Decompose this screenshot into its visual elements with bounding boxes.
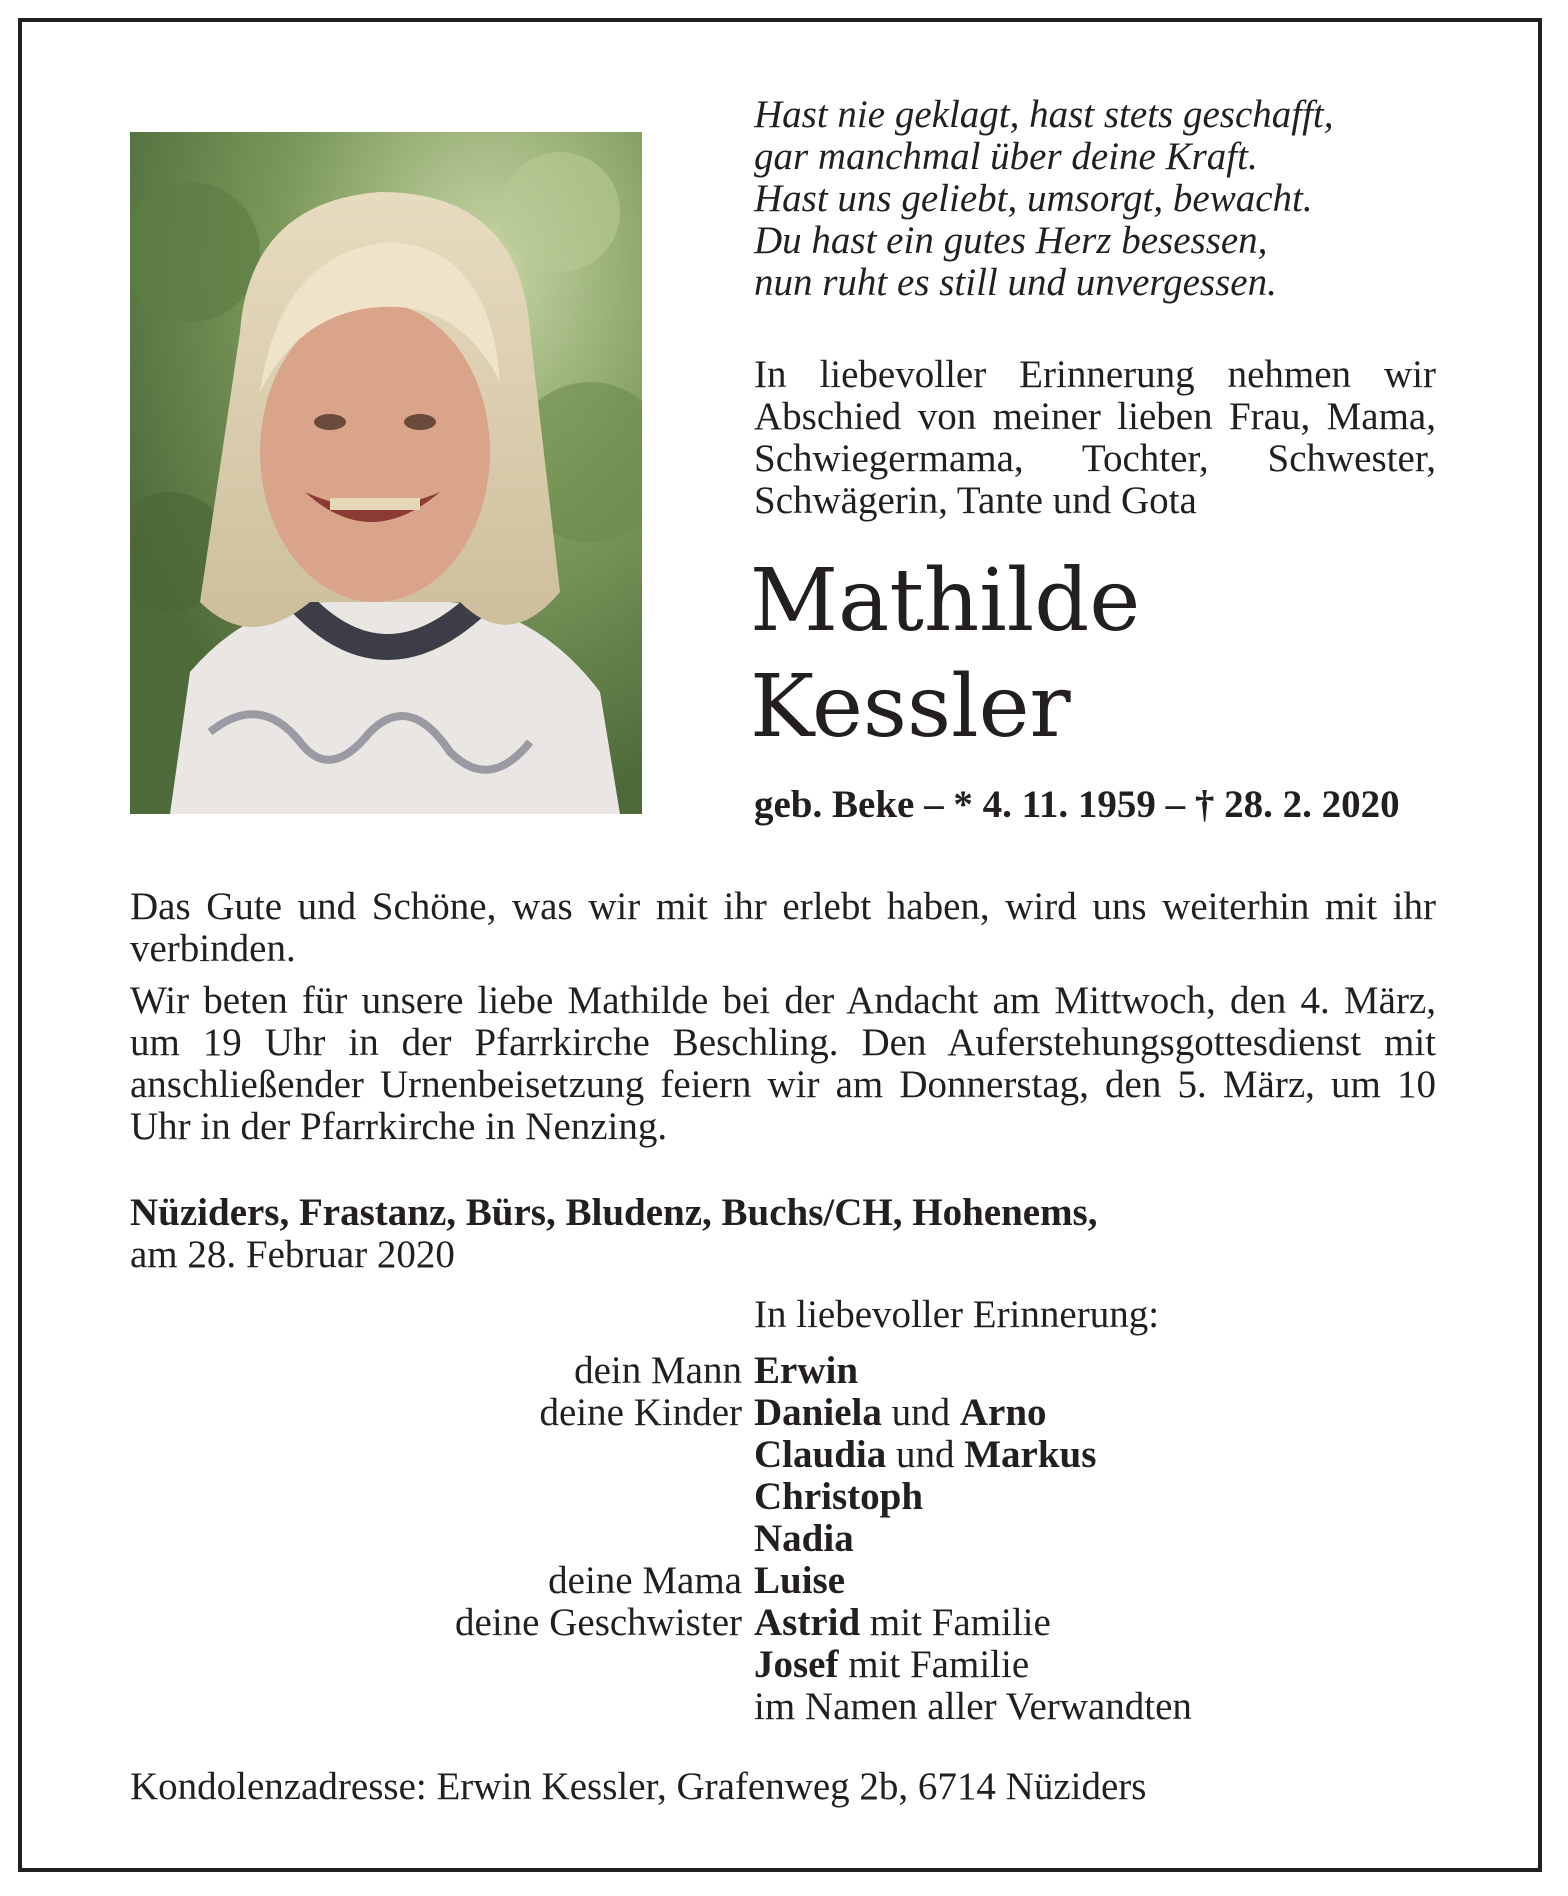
relation-label: deine Mama [548,1559,742,1602]
mourner-name: Daniela [754,1391,882,1434]
places-list: Nüziders, Frastanz, Bürs, Bludenz, Buchs/CH, Hohenems, [130,1191,1098,1234]
birth-death-dates: geb. Beke – * 4. 11. 1959 – † 28. 2. 2020 [754,783,1400,826]
portrait-photo [130,132,642,814]
mourner-name: Erwin [754,1349,859,1392]
mourner-name: Josef [754,1643,839,1686]
service-paragraph: Wir beten für unsere liebe Mathilde bei der Andacht am Mittwoch, den 4. März, um 19 Uhr in der Pfarrkirche Beschling. Den Auferstehungsgottesdienst mit anschließender Urnenbeisetzung feiern wir am Donnerstag, den 5. März, um 10 Uhr in der Pfarrkirche in Nenzing. [130,979,1436,1148]
condolence-address: Kondolenzadresse: Erwin Kessler, Grafenweg 2b, 6714 Nüziders [130,1765,1147,1808]
poem-line: Hast uns geliebt, umsorgt, bewacht. [754,177,1313,220]
mourner-row [0,1350,1568,1392]
mourner-row [0,1602,1568,1644]
name-connector: und [881,1391,960,1434]
mourner-row [0,1644,1568,1686]
last-name: Kessler [750,657,1071,757]
mourner-name: Markus [964,1433,1097,1476]
name-connector: und [886,1433,965,1476]
mourner-suffix: mit Familie [860,1601,1051,1644]
mourner-suffix: im Namen aller Verwandten [754,1685,1192,1728]
mourner-name: Claudia [754,1433,887,1476]
mourner-row [0,1686,1568,1728]
poem-line: gar manchmal über deine Kraft. [754,135,1258,178]
mourner-name: Nadia [754,1517,854,1560]
deceased-name [750,548,1470,760]
mourner-name: Astrid [754,1601,861,1644]
relation-label: dein Mann [574,1349,742,1392]
notice-date: am 28. Februar 2020 [130,1233,455,1276]
mourner-name: Christoph [754,1475,924,1518]
mourner-row [0,1476,1568,1518]
poem-line: Hast nie geklagt, hast stets geschafft, [754,93,1334,136]
mourner-row [0,1392,1568,1434]
mourner-name: Luise [754,1559,846,1602]
poem-line: Du hast ein gutes Herz besessen, [754,219,1268,262]
mourner-row [0,1560,1568,1602]
portrait-image [130,132,642,814]
mourners-heading: In liebevoller Erinnerung: [754,1293,1160,1336]
mourner-row [0,1518,1568,1560]
farewell-intro: In liebevoller Erinnerung nehmen wir Abschied von meiner lieben Frau, Mama, Schwiegermama, Tochter, Schwester, Schwägerin, Tante und Gota [754,353,1436,522]
relation-label: deine Geschwister [455,1601,742,1644]
mourners-list [0,1350,1568,1728]
memorial-poem [754,94,1454,304]
mourner-row [0,1434,1568,1476]
mourner-name: Arno [959,1391,1047,1434]
poem-line: nun ruht es still und unvergessen. [754,261,1277,304]
memory-paragraph: Das Gute und Schöne, was wir mit ihr erlebt haben, wird uns weiterhin mit ihr verbinden. [130,885,1436,970]
mourner-suffix: mit Familie [838,1643,1030,1686]
relation-label: deine Kinder [539,1391,742,1434]
first-name: Mathilde [750,551,1141,651]
